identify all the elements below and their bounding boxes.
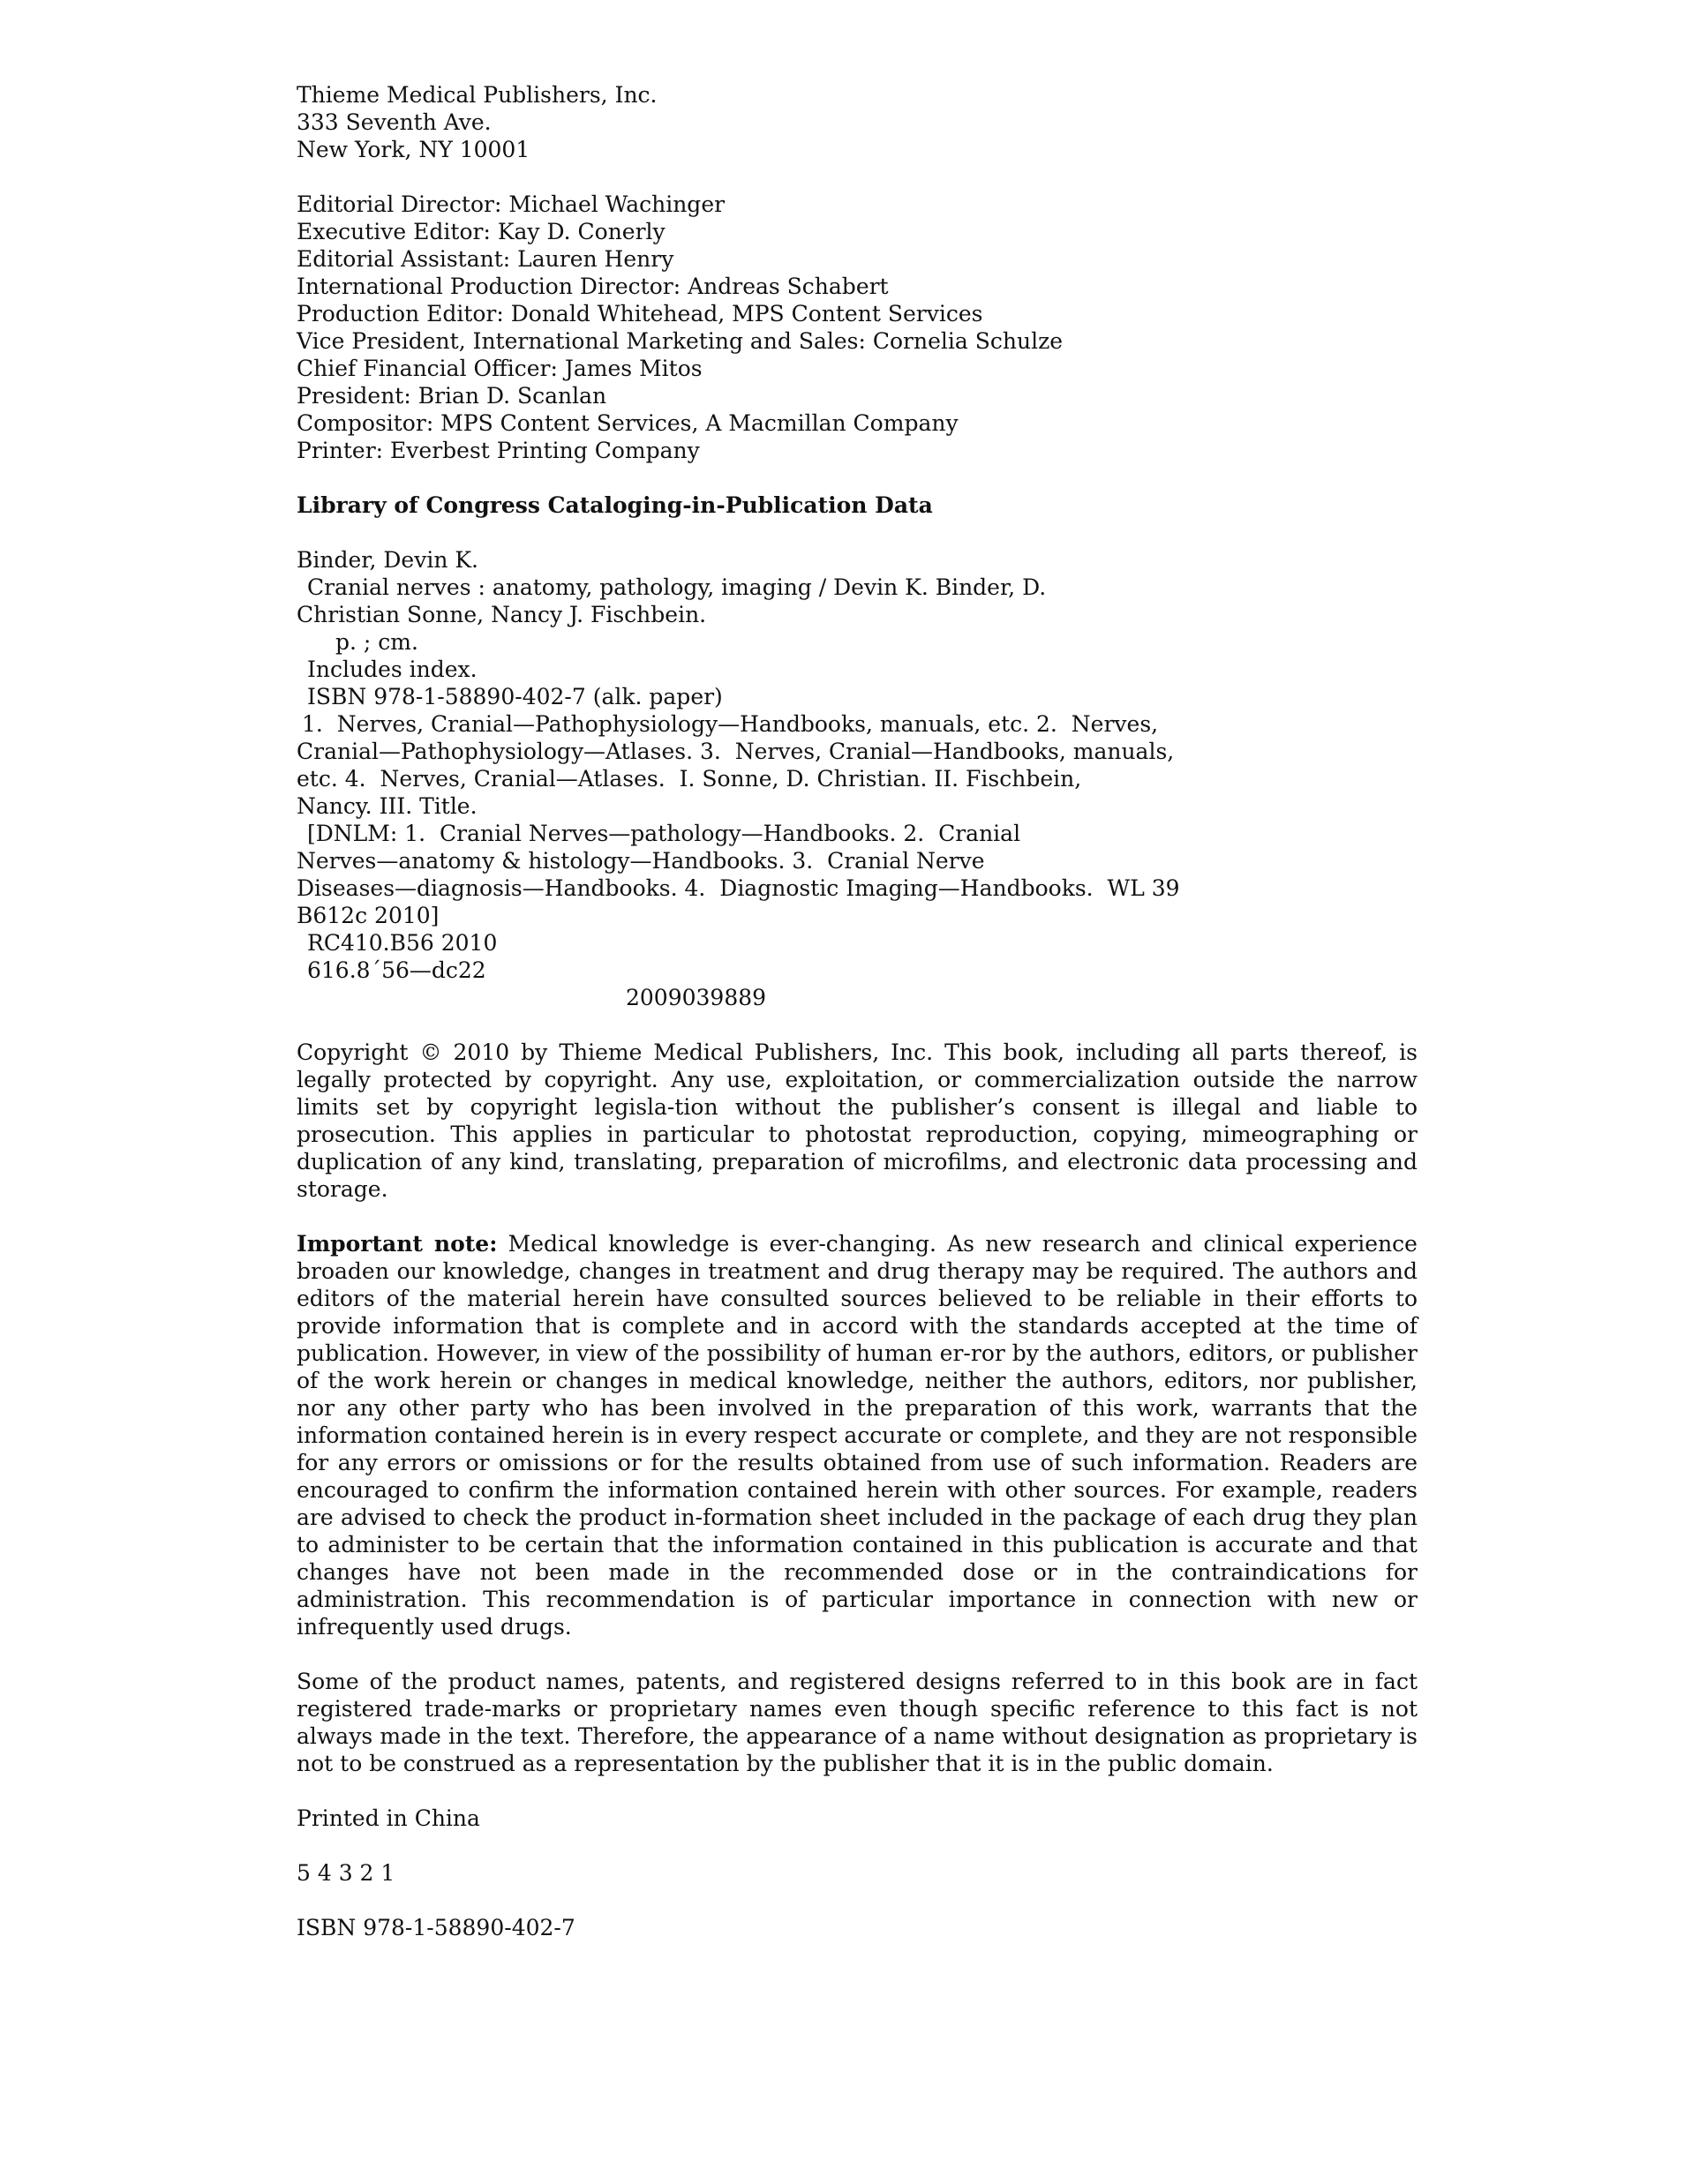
credit-line: Editorial Assistant: Lauren Henry xyxy=(297,246,674,272)
credit-line: International Production Director: Andreas Schabert xyxy=(297,274,889,299)
cip-line: ISBN 978-1-58890-402-7 (alk. paper) xyxy=(307,684,723,709)
copyright-line: tion without the publisher’s consent is illegal and liable to prosecution. This applies in particular to photostat xyxy=(297,1094,1418,1147)
print-run: 5 4 3 2 1 xyxy=(297,1860,395,1886)
cip-line: B612c 2010] xyxy=(297,903,440,928)
trademark-notice xyxy=(297,1668,1418,1777)
credit-line: President: Brian D. Scanlan xyxy=(297,383,607,409)
cip-line: Cranial nerves : anatomy, pathology, imaging / Devin K. Binder, D. xyxy=(307,574,1047,600)
trademark-line: marks or proprietary names even though specific reference to this fact is not always made in the text. Therefore, xyxy=(297,1696,1418,1749)
trademark-line: publisher that it is in the public domain. xyxy=(823,1751,1274,1776)
important-note-line: the information contained herein is in every respect accurate or complete, and they are not responsible for any xyxy=(297,1395,1418,1475)
isbn: ISBN 978-1-58890-402-7 xyxy=(297,1915,575,1940)
cip-line: Christian Sonne, Nancy J. Fischbein. xyxy=(297,602,707,627)
important-note-line: errors or omissions or for the results obtained from use of such information. Readers are encouraged to confirm xyxy=(297,1450,1418,1503)
cip-line: 1. Nerves, Cranial—Pathophysiology—Handbooks, manuals, etc. 2. Nerves, xyxy=(302,711,1159,737)
important-note-line: knowledge, changes in treatment and drug therapy may be required. The authors and editors of the material xyxy=(297,1258,1418,1311)
important-note-line: in accord with the standards accepted at the time of publication. However, in view of the possibility of human er- xyxy=(297,1313,1418,1366)
cip-line: RC410.B56 2010 xyxy=(307,930,498,956)
important-note-line: formation sheet included in the package of each drug they plan to administer to be certain that the information xyxy=(297,1505,1418,1557)
important-note-line: ror by the authors, editors, or publisher of the work herein or changes in medical knowledge, neither the authors, xyxy=(297,1340,1418,1393)
cip-line: Binder, Devin K. xyxy=(297,547,478,573)
credits-list xyxy=(297,191,1418,464)
copyright-page xyxy=(297,81,1418,1941)
credit-line: Executive Editor: Kay D. Conerly xyxy=(297,219,666,244)
credit-line: Compositor: MPS Content Services, A Macmillan Company xyxy=(297,410,959,436)
cip-line: 616.8´56—dc22 xyxy=(307,957,486,983)
copyright-line: electronic data processing and storage. xyxy=(297,1149,1418,1202)
copyright-line: reproduction, copying, mimeographing or duplication of any kind, translating, preparation of microfilms, and xyxy=(297,1122,1418,1175)
cip-heading: Library of Congress Cataloging-in-Publication Data xyxy=(297,492,933,518)
cip-line: Cranial—Pathophysiology—Atlases. 3. Nerves, Cranial—Handbooks, manuals, xyxy=(297,739,1175,764)
credit-line: Production Editor: Donald Whitehead, MPS Content Services xyxy=(297,301,983,326)
copyright-notice xyxy=(297,1039,1418,1203)
trademark-line: the appearance of a name without designation as proprietary is not to be construed as a representation by the xyxy=(297,1723,1418,1776)
cip-line: p. ; cm. xyxy=(335,629,418,655)
publisher-city: New York, NY 10001 xyxy=(297,137,530,162)
cip-line: Nancy. III. Title. xyxy=(297,793,478,819)
important-note-line: contained in this publication is accurate and that changes have not been made in the recommended dose or in xyxy=(297,1532,1418,1585)
copyright-line: by copyright. Any use, exploitation, or commercialization outside the narrow limits set by copyright legisla- xyxy=(297,1067,1418,1120)
cip-line: [DNLM: 1. Cranial Nerves—pathology—Handbooks. 2. Cranial xyxy=(307,821,1021,846)
cip-line: Diseases—diagnosis—Handbooks. 4. Diagnostic Imaging—Handbooks. WL 39 xyxy=(297,875,1180,901)
important-note-line: the contraindications for administration. This recommendation is of particular importance in connection with xyxy=(297,1559,1418,1612)
important-note-line: Medical knowledge is ever-changing. As new research and clinical experience broaden our xyxy=(297,1231,1418,1284)
credit-line: Printer: Everbest Printing Company xyxy=(297,438,700,463)
publisher-address xyxy=(297,81,1418,163)
important-note-label: Important note: xyxy=(297,1231,498,1257)
important-note xyxy=(297,1230,1418,1640)
publisher-street: 333 Seventh Ave. xyxy=(297,109,492,135)
cip-line: Includes index. xyxy=(307,657,478,682)
important-note-line: new or infrequently used drugs. xyxy=(297,1587,1418,1640)
cip-line: Nerves—anatomy & histology—Handbooks. 3. Cranial Nerve xyxy=(297,848,985,874)
credit-line: Vice President, International Marketing and Sales: Cornelia Schulze xyxy=(297,328,1064,354)
credit-line: Chief Financial Officer: James Mitos xyxy=(297,356,703,381)
cip-line: etc. 4. Nerves, Cranial—Atlases. I. Sonne, D. Christian. II. Fischbein, xyxy=(297,766,1082,792)
printed-in: Printed in China xyxy=(297,1805,480,1831)
important-note-line: editors, nor publisher, nor any other party who has been involved in the preparation of this work, warrants that xyxy=(297,1368,1418,1421)
important-note-line: the information contained herein with other sources. For example, readers are advised to check the product in- xyxy=(297,1477,1418,1530)
copyright-line: Copyright © 2010 by Thieme Medical Publishers, Inc. This book, including all parts thereof, is legally protected xyxy=(297,1039,1418,1092)
important-note-line: herein have consulted sources believed to be reliable in their efforts to provide information that is complete and xyxy=(297,1286,1418,1339)
publisher-name: Thieme Medical Publishers, Inc. xyxy=(297,82,658,108)
trademark-line: Some of the product names, patents, and registered designs referred to in this book are in fact registered trade- xyxy=(297,1669,1418,1722)
cip-record xyxy=(297,546,1418,1011)
credit-line: Editorial Director: Michael Wachinger xyxy=(297,191,726,217)
lccn-number: 2009039889 xyxy=(626,985,767,1010)
